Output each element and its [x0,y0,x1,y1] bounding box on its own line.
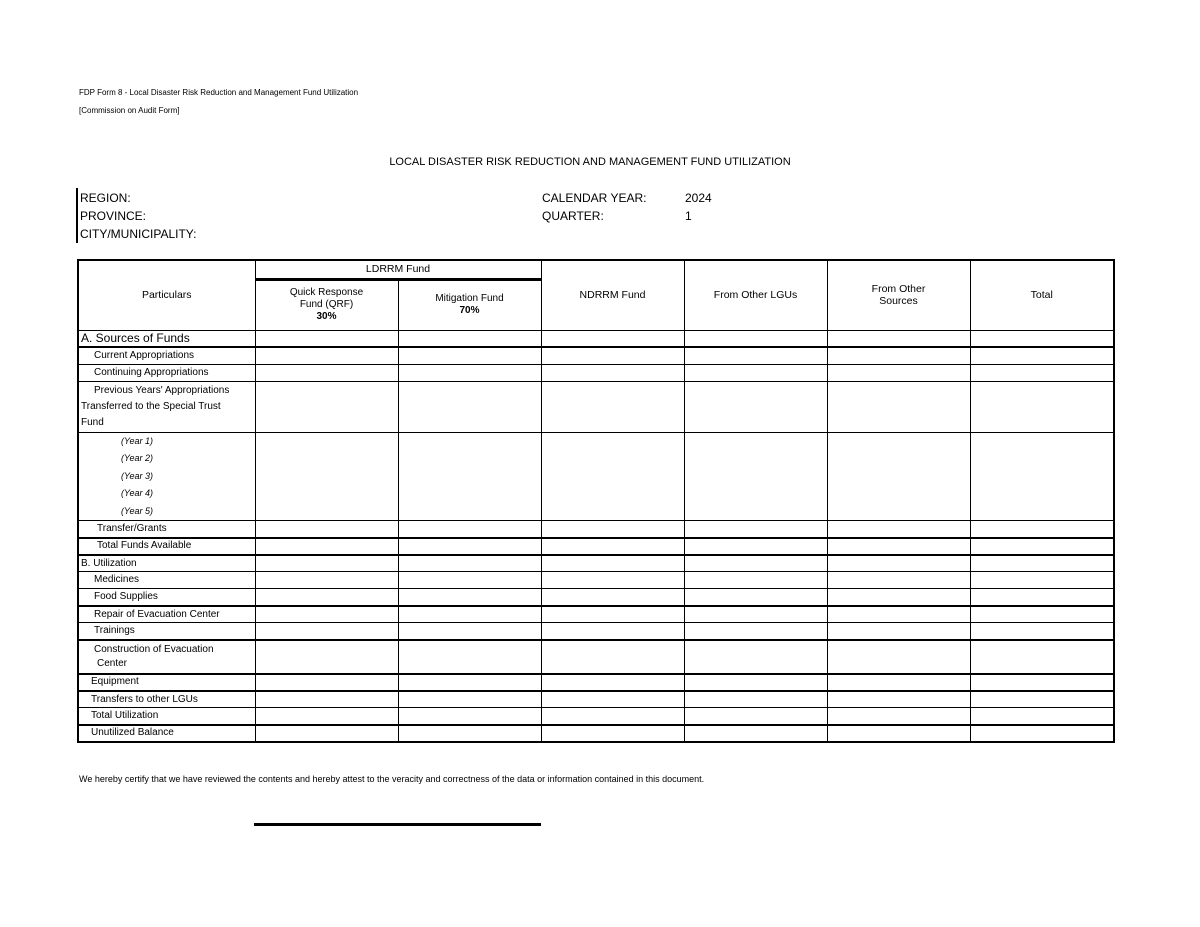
table-row [78,623,1114,640]
table-row [78,381,1114,432]
table-row [78,555,1114,572]
row-label: A. Sources of Funds [78,330,255,347]
signature-line [254,823,541,826]
table-row [78,347,1114,364]
calendar-year-label: CALENDAR YEAR: [542,191,647,205]
fund-utilization-table [77,259,1115,743]
table-row [78,606,1114,623]
calendar-year-value: 2024 [685,191,712,205]
table-row [78,708,1114,725]
table-row [78,640,1114,674]
row-label: Construction of Evacuation Center [78,640,255,674]
table-row [78,572,1114,589]
row-label: Food Supplies [78,589,255,606]
mitigation-header: Mitigation Fund 70% [398,279,541,330]
total-header: Total [970,260,1114,330]
quarter-label: QUARTER: [542,209,604,223]
row-label: Total Funds Available [78,538,255,555]
info-left-border [76,188,78,243]
row-label: Medicines [78,572,255,589]
certification-text: We hereby certify that we have reviewed the contents and hereby attest to the veracity and correctness of the data or information contained in this document. [79,774,705,784]
table-row [78,521,1114,538]
row-label: (Year 1) (Year 2) (Year 3) (Year 4) (Year 5) [78,432,255,521]
page-title: LOCAL DISASTER RISK REDUCTION AND MANAGEMENT FUND UTILIZATION [389,156,791,168]
row-label: Trainings [78,623,255,640]
table-row [78,725,1114,742]
row-label: Current Appropriations [78,347,255,364]
row-label: Previous Years' Appropriations Transferred to the Special Trust Fund [78,381,255,432]
table-row [78,674,1114,691]
particulars-header: Particulars [78,260,255,330]
table-row [78,364,1114,381]
row-label: Repair of Evacuation Center [78,606,255,623]
quarter-value: 1 [685,209,692,223]
other-lgus-header: From Other LGUs [684,260,827,330]
row-label: Unutilized Balance [78,725,255,742]
city-label: CITY/MUNICIPALITY: [80,227,197,241]
other-sources-header: From Other Sources [827,260,970,330]
table-row [78,691,1114,708]
province-label: PROVINCE: [80,209,147,223]
row-label: Continuing Appropriations [78,364,255,381]
table-row [78,538,1114,555]
row-label: B. Utilization [78,555,255,572]
ldrrm-fund-header: LDRRM Fund [255,260,541,279]
ndrrm-fund-header: NDRRM Fund [541,260,684,330]
table-row [78,330,1114,347]
form-source: [Commission on Audit Form] [79,106,180,115]
table-row [78,432,1114,521]
row-label: Transfer/Grants [78,521,255,538]
form-code: FDP Form 8 - Local Disaster Risk Reduction and Management Fund Utilization [79,88,359,97]
row-label: Transfers to other LGUs [78,691,255,708]
qrf-header: Quick Response Fund (QRF) 30% [255,279,398,330]
region-label: REGION: [80,191,131,205]
row-label: Equipment [78,674,255,691]
table-row [78,589,1114,606]
row-label: Total Utilization [78,708,255,725]
